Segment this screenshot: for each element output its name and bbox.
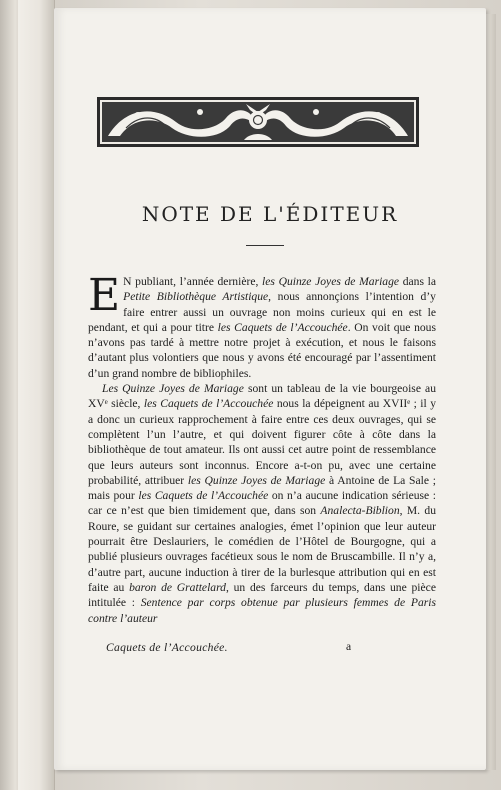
book-cover-edge xyxy=(18,0,55,790)
text-run: nous la dépeignent au XVIIᵉ ; il y a donc un curieux rapprochement à faire entre ces deux ouvrages, qui se complètent l’un l’autre, et qui doivent figurer côte à côte dans la bibliothèque de tout amateur. Ils ont aussi cet autre point de ressemblance que leurs auteurs sont inconnus. Encore a-t-on pu, avec une certaine probabilité, attribuer xyxy=(88,397,436,487)
text-run: les Caquets de l’Accouchée xyxy=(217,320,348,334)
running-title: Caquets de l’Accouchée. xyxy=(106,641,228,654)
page-title: NOTE DE L'ÉDITEUR xyxy=(141,202,399,226)
body-text xyxy=(88,270,436,626)
text-run: . On voit que nous n’avons pas tardé à mettre notre projet à exécution, et nous le faisons d’autant plus volontiers que nous y avons été encouragé par l’assentiment d’un grand nombre de bibliophiles. xyxy=(88,320,436,380)
text-run: les Quinze Joyes de Mariage xyxy=(262,275,400,288)
paragraph-1-body xyxy=(88,270,436,380)
text-run: baron de Grattelard xyxy=(129,580,226,594)
title-divider xyxy=(246,245,284,246)
text-run: N publiant, l’année dernière, xyxy=(123,275,263,288)
page-stack-edge xyxy=(486,14,496,770)
text-run: dans la xyxy=(399,275,436,288)
text-run: Analecta-Biblion xyxy=(320,504,400,518)
text-run: les Quinze Joyes de Mariage xyxy=(187,473,326,487)
paragraph-1 xyxy=(88,270,436,381)
text-run: Les Quinze Joyes de Mariage xyxy=(102,382,244,396)
text-run: Petite Bibliothèque Artistique xyxy=(123,290,269,304)
headpiece-ornament xyxy=(96,96,420,148)
text-run: , un des farceurs du temps, dans une pièce intitulée : xyxy=(88,580,436,610)
signature-mark: a xyxy=(346,640,352,653)
text-run: on n’a aucune indication sérieuse : car ce n’est que bien timidement que, dans son xyxy=(88,489,436,518)
text-run: les Caquets de l’Accouchée xyxy=(138,489,269,503)
drop-cap: E xyxy=(88,270,121,321)
text-run: , M. du Roure, se guidant sur certaines analogies, émet l’opinion que leur auteur pourrait être Deslauriers, le comédien de l’Hôtel de Bourgogne, qui a publié plusieurs ouvrages facétieux sous le nom de Bruscambille. Il n’y a, d’autre part, aucune induction à tirer de la burlesque attribution qui en est faite au xyxy=(88,504,436,594)
paragraph-2 xyxy=(88,381,436,626)
text-run: , nous annonçions l’intention d’y faire entrer aussi un ouvrage non moins curieux qui en est le pendant, et qui a pour titre xyxy=(88,290,436,334)
text-run: à Antoine de La Sale ; mais pour xyxy=(88,473,436,503)
text-run: les Caquets de l’Accouchée xyxy=(143,397,274,411)
text-run: sont un tableau de la vie bourgeoise au XVᵉ siècle, xyxy=(88,382,436,411)
text-run: Sentence par corps obtenue par plusieurs femmes de Paris contre l’auteur xyxy=(88,596,436,625)
